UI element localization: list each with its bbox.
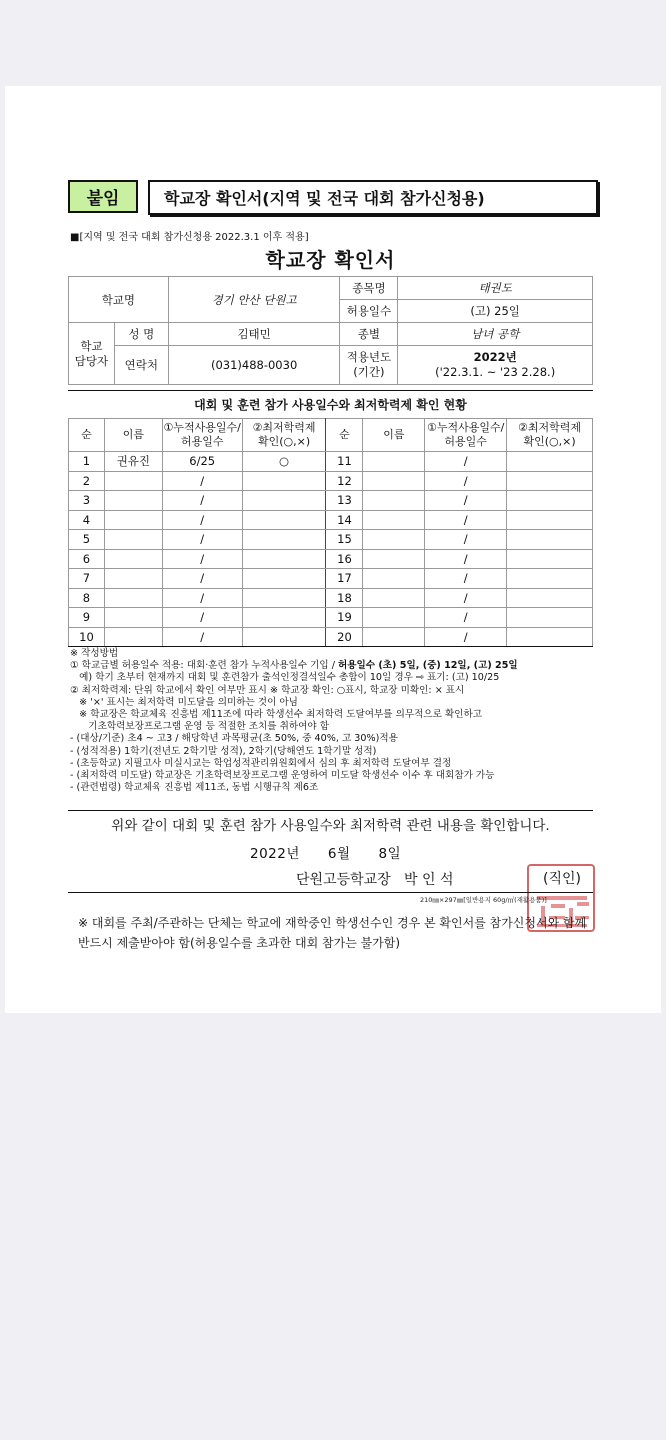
row-days: / [162,471,242,491]
table-row [69,608,593,628]
row-name [363,608,425,628]
row-number: 14 [326,510,363,530]
row-number: 12 [326,471,363,491]
row-name [104,549,162,569]
divider [68,892,593,893]
row-check [507,569,593,589]
note-line: ※ '×' 표시는 최저학력 미도달을 의미하는 것이 아님 [70,696,298,708]
row-check [242,608,326,628]
row-days: / [162,608,242,628]
table-row [69,530,593,550]
divider [68,646,593,647]
table-row [69,452,593,472]
row-number: 18 [326,588,363,608]
row-check [507,627,593,647]
representative-label: 학교 담당자 [69,323,115,385]
row-name [363,471,425,491]
header-title: 학교장 확인서(지역 및 전국 대회 참가신청용) [148,180,598,215]
status-table-title: 대회 및 훈련 참가 사용일수와 최저학력제 확인 현황 [194,398,467,412]
sport-value: 태권도 [398,277,593,300]
row-days: / [425,608,507,628]
note-line: ※ 학교장은 학교체육 진흥법 제11조에 따라 학생선수 최저학력 도달여부를 의무적으로 확인하고 [70,709,483,721]
paper-spec: 210㎜×297㎜[일반용지 60g/㎡(재활용품)] [420,896,547,904]
year-value: 2022년 [473,350,517,364]
row-number: 6 [69,549,105,569]
attachment-tag: 붙임 [68,180,138,213]
row-check [507,588,593,608]
table-row [69,627,593,647]
row-check [242,491,326,511]
table-row [69,569,593,589]
days-label: 허용일수 [340,300,398,323]
note-line: 예) 학기 초부터 현재까지 대회 및 훈련참가 출석인정결석일수 총합이 10일 경우 ⇨ 표기: (고) 10/25 [70,672,500,684]
school-value: 경기 안산 단원고 [168,277,340,323]
row-check [242,627,326,647]
row-check: ○ [242,452,326,472]
row-name [363,549,425,569]
row-days: / [162,530,242,550]
col-check: ②최저학력제 확인(○,×) [507,419,593,452]
days-value: (고) 25일 [398,300,593,323]
row-check [242,471,326,491]
row-check [507,471,593,491]
table-row [69,588,593,608]
principal-signature: 단원고등학교장 박 인 석 [296,872,454,888]
year-cell [398,346,593,385]
row-check [507,491,593,511]
writing-instructions [70,648,600,794]
col-check: ②최저학력제 확인(○,×) [242,419,326,452]
period-value: ('22.3.1. ~ '23 2.28.) [435,365,556,379]
row-check [242,549,326,569]
col-days: ①누적사용일수/ 허용일수 [162,419,242,452]
table-row [69,549,593,569]
row-number: 11 [326,452,363,472]
divider [68,390,593,391]
contact-value: (031)488-0030 [168,346,340,385]
table-row [69,491,593,511]
row-name [104,569,162,589]
row-name [363,627,425,647]
row-number: 5 [69,530,105,550]
row-name [363,452,425,472]
sport-label: 종목명 [340,277,398,300]
date-year: 2022년 [250,846,300,862]
name-label: 성 명 [114,323,168,346]
year-label: 적용년도 (기간) [340,346,398,385]
confirmation-text: 위와 같이 대회 및 훈련 참가 사용일수와 최저학력 관련 내용을 확인합니다. [111,818,550,834]
row-check [242,530,326,550]
col-no: 순 [69,419,105,452]
status-table [68,418,593,647]
note-line: - (대상/기준) 초4 ~ 고3 / 해당학년 과목평균(초 50%, 중 40%, 고 30%)적용 [70,733,398,745]
row-days: / [425,452,507,472]
row-name: 권유진 [104,452,162,472]
row-days: / [162,510,242,530]
stamp-label: (직인) [543,871,581,887]
col-name: 이름 [363,419,425,452]
info-table [68,276,593,385]
note-line: - (초등학교) 지필고사 미실시교는 학업성적관리위원회에서 심의 후 최저학력 도달여부 결정 [70,757,452,769]
row-number: 4 [69,510,105,530]
row-number: 1 [69,452,105,472]
note-line [70,660,600,672]
contact-label: 연락처 [114,346,168,385]
row-name [104,510,162,530]
row-number: 8 [69,588,105,608]
note-line: - (성적적용) 1학기(전년도 2학기말 성적), 2학기(당해연도 1학기말 성적) [70,745,377,757]
row-days: / [162,491,242,511]
row-number: 17 [326,569,363,589]
table-row [69,471,593,491]
date-day: 8일 [378,846,402,862]
school-label: 학교명 [69,277,169,323]
row-name [104,530,162,550]
row-days: / [162,627,242,647]
row-name [363,510,425,530]
date-month: 6월 [327,846,351,862]
row-number: 13 [326,491,363,511]
row-number: 16 [326,549,363,569]
row-days: / [425,491,507,511]
application-note: ■[지역 및 전국 대회 참가신청용 2022.3.1 이후 적용] [70,232,309,243]
note-emphasis: 허용일수 (초) 5일, (중) 12일, (고) 25일 [337,660,518,672]
row-name [363,491,425,511]
row-check [507,510,593,530]
row-name [104,491,162,511]
note-line: 기초학력보장프로그램 운영 등 적절한 조치를 취하여야 함 [70,721,330,733]
row-days: / [162,588,242,608]
name-value: 김태민 [168,323,340,346]
note-line: ② 최저학력제: 단위 학교에서 확인 여부만 표시 ※ 학교장 확인: ○표시, 학교장 미확인: × 표시 [70,684,465,696]
row-number: 10 [69,627,105,647]
row-days: / [425,510,507,530]
note-text: ① 학교급별 허용일수 적용: 대회·훈련 참가 누적사용일수 기입 / [70,660,338,672]
row-number: 3 [69,491,105,511]
row-number: 15 [326,530,363,550]
row-number: 2 [69,471,105,491]
page-title: 학교장 확인서 [265,248,396,272]
divider [68,810,593,811]
row-check [507,549,593,569]
row-name [363,588,425,608]
row-days: / [425,471,507,491]
row-check [507,530,593,550]
col-name: 이름 [104,419,162,452]
gender-value: 남녀 공학 [398,323,593,346]
row-days: / [425,569,507,589]
row-days: / [162,549,242,569]
row-days: / [162,569,242,589]
note-line: - (관련법령) 학교체육 진흥법 제11조, 동법 시행규칙 제6조 [70,782,319,794]
table-row [69,510,593,530]
row-number: 7 [69,569,105,589]
row-days: 6/25 [162,452,242,472]
col-days: ①누적사용일수/ 허용일수 [425,419,507,452]
row-name [104,627,162,647]
footnote: ※ 대회를 주최/주관하는 단체는 학교에 재학중인 학생선수인 경우 본 확인서를 참가신청서와 함께 반드시 제출받아야 함(허용일수를 초과한 대회 참가는 불가함) [78,916,587,950]
notes-heading: ※ 작성방법 [70,648,119,659]
row-name [104,588,162,608]
row-name [363,569,425,589]
row-days: / [425,588,507,608]
row-check [242,510,326,530]
row-name [104,608,162,628]
row-number: 20 [326,627,363,647]
row-name [363,530,425,550]
row-check [242,588,326,608]
col-no: 순 [326,419,363,452]
row-number: 19 [326,608,363,628]
row-check [507,452,593,472]
row-number: 9 [69,608,105,628]
gender-label: 종별 [340,323,398,346]
note-line: - (최저학력 미도달) 학교장은 기초학력보장프로그램 운영하여 미도달 학생선수 이수 후 대회참가 가능 [70,770,495,782]
row-days: / [425,549,507,569]
row-days: / [425,530,507,550]
row-check [242,569,326,589]
row-days: / [425,627,507,647]
row-check [507,608,593,628]
row-name [104,471,162,491]
signature-date [250,842,429,862]
